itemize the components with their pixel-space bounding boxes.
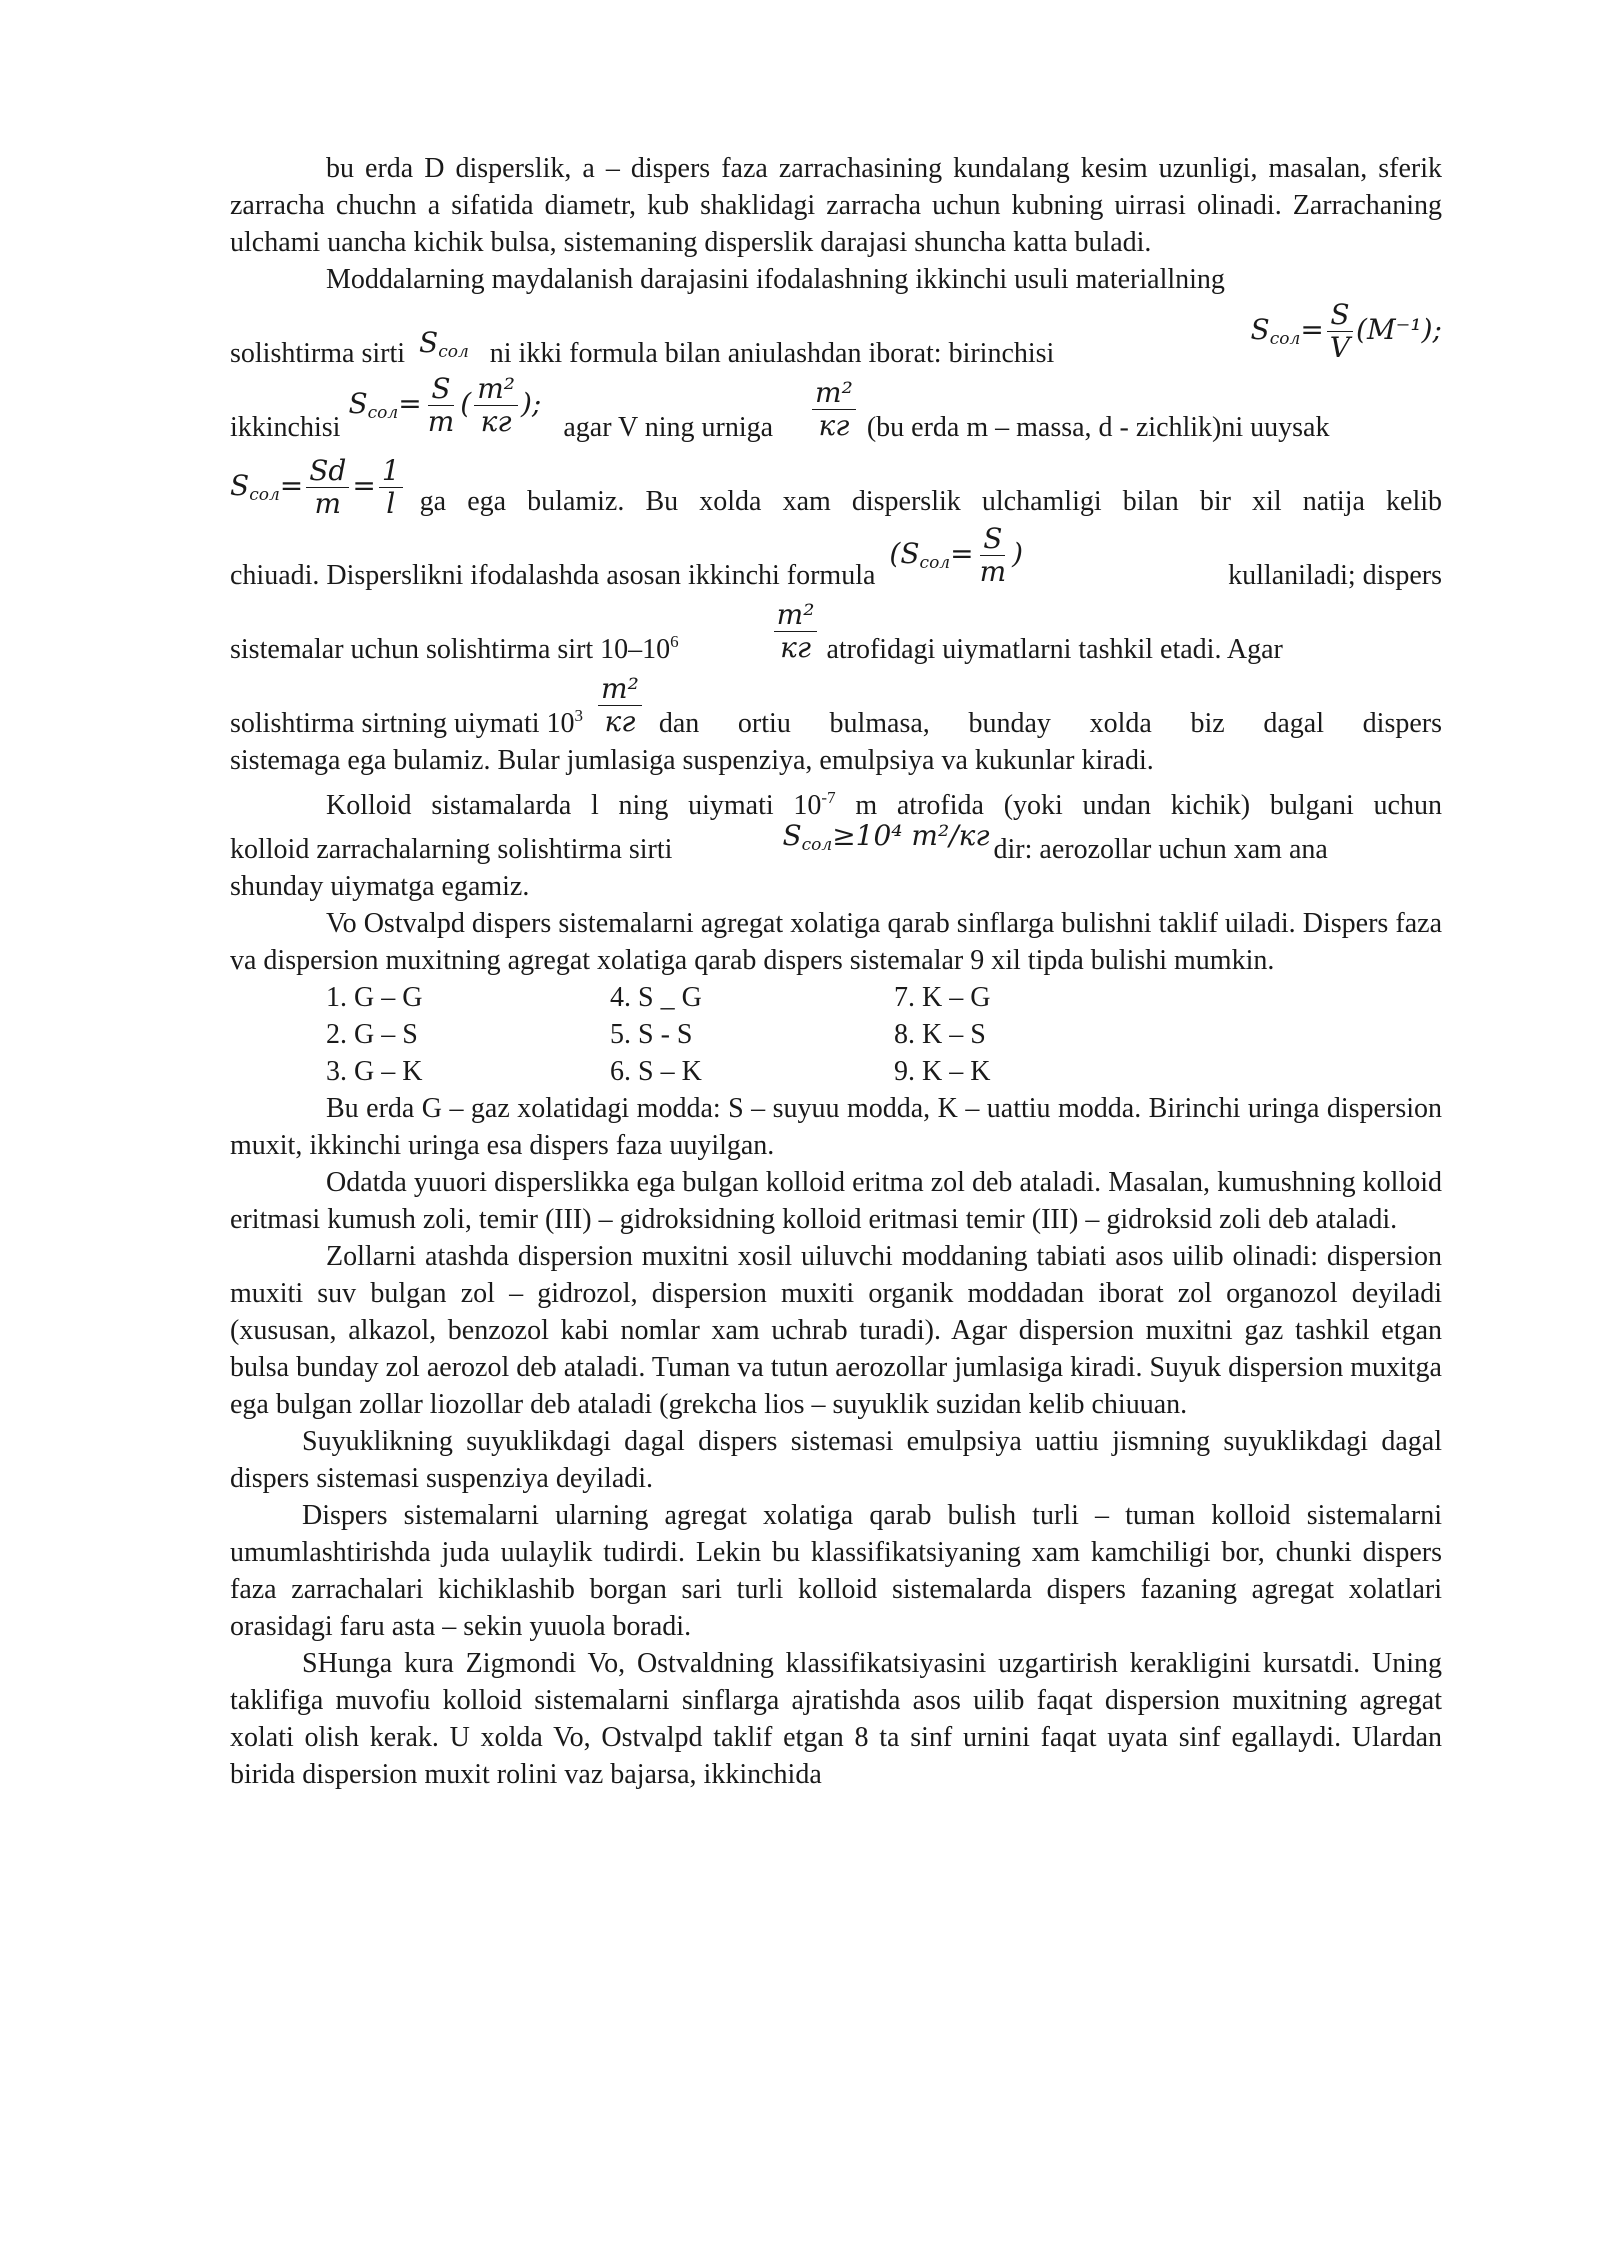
list-item: 5. S - S: [610, 1019, 693, 1050]
text-bu-erda-m-massa: (bu erda m – massa, d - zichlik)ni uuysak: [866, 412, 1330, 443]
paragraph-classification-drawback: Dispers sistemalarni ularning agregat xolatiga qarab bulish turli – tuman kolloid sistemalarni umumlashtirishda juda uulaylik tudirdi. Lekin bu klassifikatsiyaning xam kamchiligi bor, chunki dispers faza zarrachalari kichiklashib borgan sari turli kolloid sistemalarda dispers fazaning agregat xolatlari orasidagi faru asta – sekin yuuola boradi.: [230, 1500, 1442, 1642]
list-item: 1. G – G: [326, 982, 423, 1013]
text-dir-aerozollar: dir: aerozollar uchun xam ana: [993, 834, 1328, 865]
text-chiuadi: chiuadi. Disperslikni ifodalashda asosan ikkinchi formula: [230, 560, 876, 591]
line-s-sol-sd-over-m: [230, 446, 1442, 520]
text-kolloid-zarrachalarning: kolloid zarrachalarning solishtirma sirti: [230, 834, 673, 865]
list-item: 8. K – S: [894, 1019, 986, 1050]
dispersion-types-list: [326, 979, 1442, 1090]
list-item: 3. G – K: [326, 1056, 423, 1087]
paragraph-legend-gsk: Bu erda G – gaz xolatidagi modda: S – suyuu modda, K – uattiu modda. Birinchi uringa dispersion muxit, ikkinchi uringa esa dispers faza uuyilgan.: [230, 1093, 1442, 1161]
paragraph-second-method-intro: Moddalarning maydalanish darajasini ifodalashning ikkinchi usuli materiallning: [326, 264, 1225, 295]
formula-paren-s-sol-s-over-m: ($S_{сол}=$ $\frac{S}{m}$ ): [889, 522, 1024, 588]
paragraph-ostwald-classification: Vo Ostvalpd dispers sistemalarni agregat xolatiga qarab sinflarga bulishni taklif uiladi. Dispers faza va dispersion muxitning agregat xolatiga qarab dispers sistemalar 9 xil tipda bulishi mumkin.: [230, 908, 1442, 976]
paragraph-zol-naming: Zollarni atashda dispersion muxitni xosil uiluvchi moddaning tabiati asos uilib olinadi: dispersion muxiti suv bulgan zol – gidrozol, dispersion muxiti organik moddadan iborat zol organozol deyiladi (xususan, alkazol, benzozol kabi nomlar xam uchrab turadi). Agar dispersion muxitni gaz tashkil etgan bulsa bunday zol aerozol deb ataladi. Tuman va tutun aerozollar jumlasiga kiradi. Suyuk dispersion muxitga ega bulgan zollar liozollar deb ataladi (grekcha lios – suyuklik suzidan kelib chiuuan.: [230, 1241, 1442, 1420]
list-item: 6. S – K: [610, 1056, 702, 1087]
text-dan-ortiu: dan ortiu bulmasa, bunday xolda biz dagal dispers: [658, 708, 1442, 739]
paragraph-zsigmondy: SHunga kura Zigmondi Vo, Ostvaldning klassifikatsiyasini uzgartirish kerakligini kursatdi. Uning taklifiga muvofiu kolloid sistemalarni sinflarga ajratishda asos uilib faqat dispersion muxitning agregat xolati olish kerak. U xolda Vo, Ostvalpd taklif etgan 8 ta sinf urnini faqat uyata sinf egallaydi. Ulardan birida dispersion muxit rolini vaz bajarsa, ikkinchida: [230, 1648, 1442, 1790]
list-item: 2. G – S: [326, 1019, 418, 1050]
line-second-formula: [230, 372, 1442, 446]
text-ga-ega-bulamiz: ga ega bulamiz. Bu xolda xam disperslik ulchamligi bilan bir xil natija kelib: [419, 486, 1442, 517]
formula-s-sol-sd-m-1-l: $S_{сол}=$ $\frac{Sd}{m}$ = $\frac{1}{l}$: [230, 455, 406, 520]
paragraph-zol-definition: Odatda yuuori disperslikka ega bulgan kolloid eritma zol deb ataladi. Masalan, kumushning kolloid eritmasi kumush zoli, temir (III) – gidroksidning kolloid eritmasi temir (III) – gidroksid zoli deb ataladi.: [230, 1167, 1442, 1235]
text-sistemaga-ega: sistemaga ega bulamiz. Bular jumlasiga suspenziya, emulpsiya va kukunlar kiradi.: [230, 745, 1154, 776]
formula-s-sol-equals-s-over-m: $S_{сол}=$ $\frac{S}{m}$ ( $\frac{\text{m²}}{кг}$ );: [348, 372, 542, 438]
formula-s-sol: $S_{сол}$: [419, 326, 469, 362]
list-item: 4. S _ G: [610, 982, 702, 1013]
document-body: [230, 150, 1442, 1793]
formula-m2-over-kg-1: $\frac{\text{m²}}{кг}$: [809, 377, 859, 442]
line-surface-range: [230, 594, 1442, 668]
line-second-formula-used: [230, 520, 1442, 594]
list-item: 9. K – K: [894, 1056, 991, 1087]
text-solishtirma-sirti: solishtirma sirti: [230, 338, 405, 369]
text-ni-ikki-formula: ni ikki formula bilan aniulashdan iborat: birinchisi: [489, 338, 1055, 369]
line-colloid-surface: [230, 819, 1442, 868]
paragraph-emulsion-suspension: Suyuklikning suyuklikdagi dagal dispers sistemasi emulpsiya uattiu jismning suyuklikdagi dagal dispers sistemasi suspenziya deyiladi.: [230, 1426, 1442, 1494]
list-item: 7. K – G: [894, 982, 991, 1013]
paragraph-disperslik-definition: bu erda D disperslik, a – dispers faza zarrachasining kundalang kesim uzunligi, masalan, sferik zarracha chuchn a sifatida diametr, kub shaklidagi zarracha uchun kubning uirrasi olinadi. Zarrachaning ulchami uancha kichik bulsa, sistemaning disperslik darajasi shuncha katta buladi.: [230, 153, 1442, 258]
text-atrofidagi: atrofidagi uiymatlarni tashkil etadi. Agar: [826, 634, 1283, 665]
text-agar-v-ning-urniga: agar V ning urniga: [563, 412, 774, 443]
text-sistemalar-uchun: sistemalar uchun solishtirma sirt $10-10^6$: [230, 632, 679, 665]
text-kullaniladi: kullaniladi; dispers: [1228, 560, 1442, 591]
paragraph-colloid-size: Kolloid sistamalarda l ning uiymati $10^{-7}$ m atrofida (yoki undan kichik) bulgani uchun: [326, 788, 1442, 821]
text-solishtirma-sirtning: solishtirma sirtning uiymati $10^3$: [230, 706, 584, 739]
line-specific-surface-first-formula: [230, 298, 1442, 372]
formula-s-sol-geq: $S_{сол}\ge 10^4$ m²/кг: [782, 819, 990, 855]
line-coarse-dispersion: [230, 668, 1442, 742]
text-shunday-uiymatga: shunday uiymatga egamiz.: [230, 871, 530, 902]
formula-m2-over-kg-3: $\frac{\text{m²}}{кг}$: [595, 673, 645, 738]
formula-m2-over-kg-2: $\frac{\text{m²}}{кг}$: [771, 599, 821, 664]
text-ikkinchisi: ikkinchisi: [230, 412, 341, 443]
formula-s-sol-equals-s-over-v: $S_{сол}=$ $\frac{S}{V}$ (M⁻¹);: [1250, 298, 1442, 364]
